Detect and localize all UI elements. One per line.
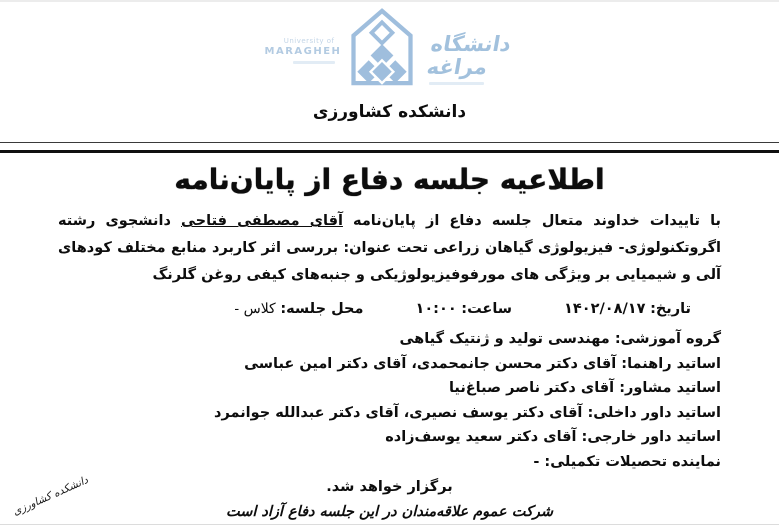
maragheh-label: MARAGHEH: [264, 45, 342, 57]
open-attendance-note: شرکت عموم علاقه‌مندان در این جلسه دفاع آزاد است: [225, 504, 554, 520]
separator-thin-rule: [0, 142, 779, 143]
department-value: مهندسی تولید و ژنتیک گیاهی: [399, 331, 610, 347]
external-examiner-value: آقای دکتر سعید یوسف‌زاده: [385, 429, 577, 445]
internal-examiners-value: آقای دکتر یوسف نصیری، آقای دکتر عبدالله جوانمرد: [214, 404, 583, 421]
logo-decorative-bar-left: [293, 61, 335, 64]
graduate-representative-value: -: [533, 453, 540, 470]
student-name: آقای مصطفی فتاحی: [181, 213, 343, 229]
department-label: گروه آموزشی:: [614, 331, 721, 347]
intro-text-before: با تاییدات خداوند متعال جلسه دفاع از پایان‌نامه: [342, 213, 721, 229]
closing-line: برگزار خواهد شد.: [326, 479, 453, 495]
time-label: ساعت:: [461, 301, 513, 317]
location-label: محل جلسه:: [280, 301, 364, 317]
faculty-name: دانشکده کشاورزی: [312, 102, 467, 122]
time-item: [415, 297, 512, 321]
graduate-representative-row: [58, 450, 721, 475]
university-emblem-icon: [344, 7, 420, 91]
university-logo-block: [0, 2, 779, 87]
university-name-english: [264, 37, 342, 64]
external-examiner-label: اساتید داور خارجی:: [581, 429, 721, 445]
supervisors-value: آقای دکتر محسن جانمحمدی، آقای دکتر امین عباسی: [244, 355, 617, 372]
session-details-line: [0, 297, 779, 321]
advisors-value: آقای دکتر ناصر صباغ‌نیا: [448, 380, 615, 396]
persian-calligraphy: دانشگاه مراغه: [424, 32, 513, 80]
intro-text-after: دانشجوی رشته اگروتکنولوژی- فیزیولوژی گیاهان زراعی تحت عنوان: بررسی اثر کاربرد منابع مختلف کودهای آلی و شیمیایی بر ویژگی های مورفوفیزیولوژیکی و جنبه‌های کیفی روغن گلرنگ: [58, 213, 721, 283]
location-value: کلاس -: [234, 301, 276, 317]
advisors-row: [58, 376, 721, 401]
logo-decorative-bar-right: [429, 82, 484, 85]
time-value: ۱۰:۰۰: [415, 301, 457, 317]
date-label: تاریخ:: [650, 301, 691, 317]
internal-examiners-row: [58, 401, 721, 426]
supervisors-row: [58, 352, 721, 377]
internal-examiners-label: اساتید داور داخلی:: [587, 404, 721, 421]
external-examiner-row: [58, 425, 721, 450]
supervisors-label: اساتید راهنما:: [621, 355, 721, 372]
advisors-label: اساتید مشاور:: [619, 380, 721, 396]
location-item: [234, 297, 363, 321]
university-of-label: University of: [283, 37, 335, 45]
graduate-representative-label: نماینده تحصیلات تکمیلی:: [544, 453, 721, 470]
department-row: [58, 327, 721, 352]
university-name-persian: [424, 32, 515, 85]
page-title: اطلاعیه جلسه دفاع از پایان‌نامه: [174, 163, 605, 196]
date-value: ۱۴۰۲/۰۸/۱۷: [564, 301, 646, 317]
date-item: [564, 297, 691, 321]
separator-thick-rule: [0, 150, 779, 153]
intro-paragraph: [58, 208, 721, 289]
faculty-signature-stamp: دانشکده کشاورزی: [11, 474, 91, 518]
